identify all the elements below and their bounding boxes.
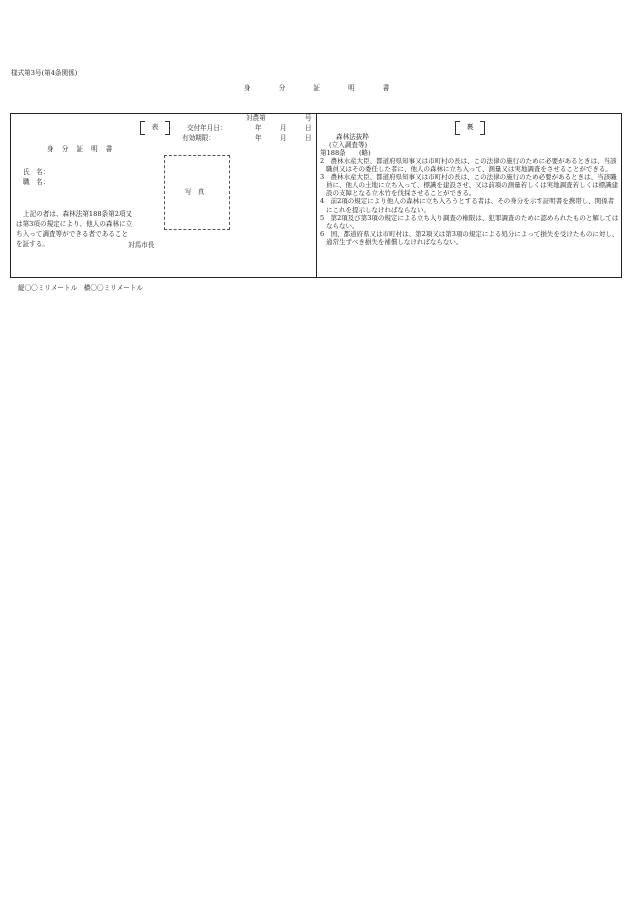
number-line <box>246 114 266 122</box>
size-note: 縦〇〇ミリメートル 横〇〇ミリメートル <box>18 284 144 292</box>
card-title <box>47 145 112 153</box>
number-suffix: 号 <box>305 114 312 122</box>
article-body <box>320 157 620 246</box>
form-label: 様式第3号(第4条関係) <box>11 69 78 77</box>
front-side-label <box>140 121 170 134</box>
certification-line-2: は第3項の規定により、他人の森林に立 <box>16 220 133 228</box>
front-side-label-text: 表 <box>151 123 159 131</box>
issue-date-year: 年 <box>255 124 262 132</box>
article-paragraph-4: 4 前2項の規定により他人の森林に立ち入ろうとする者は、その身分を示す証明書を携帯し、関係者にこれを提示しなければならない。 <box>320 197 615 214</box>
issue-date-label: 交付年月日： <box>187 124 227 132</box>
certification-line-3: ち入って調査等ができる者であること <box>16 230 129 238</box>
photo-label-text: 写 真 <box>185 188 205 196</box>
article-paragraph-3: 3 農林水産大臣、都道府県知事又は市町村の長は、この法律の施行のため必要があるときは、当該職員に、他人の土地に立ち入って、標識を建設させ、又は前項の測量若しくは実地調査若しくは標識建設の支障となる立木竹を伐採させることができる。 <box>320 173 619 198</box>
position-label: 職 名： <box>23 178 50 186</box>
article-paragraph-6: 6 国、都道府県又は市町村は、第2項又は第3項の規定による処分によって損失を受けたものに対し、通常生ずべき損失を補償しなければならない。 <box>320 229 619 246</box>
name-label: 氏 名： <box>23 168 50 176</box>
article-paragraph-2: 2 農林水産大臣、都道府県知事又は市町村の長は、この法律の施行のために必要があるときは、当該職員又はその委任した者に、他人の森林に立ち入って、測量又は実地調査をさせることができる。 <box>320 157 617 174</box>
certification-line-4: を証する。 <box>16 240 49 248</box>
number-prefix: 対農第 <box>246 114 266 122</box>
document-title-text: 身 分 証 明 書 <box>244 84 390 92</box>
back-side-label <box>455 121 485 134</box>
issue-date-month: 月 <box>280 124 287 132</box>
article-paragraph-5: 5 第2項及び第3項の規定による立ち入り調査の権限は、犯罪調査のために認められたものと解してはならない。 <box>320 213 619 230</box>
expiry-year: 年 <box>255 134 262 142</box>
excerpt-title: 森林法抜粋 <box>336 133 369 141</box>
excerpt-subtitle: (立入調査等) <box>329 141 368 149</box>
photo-label <box>185 188 204 196</box>
issue-date-day: 日 <box>305 124 312 132</box>
article-head: 第188条 (略) <box>320 149 371 157</box>
card-divider <box>316 113 317 278</box>
certification-line-1: 上記の者は、森林法第188条第2項又 <box>23 210 133 218</box>
document-title <box>244 84 389 92</box>
expiry-label: 有効期限： <box>182 134 215 142</box>
issuer: 対馬市長 <box>128 241 155 249</box>
card-title-text: 身 分 証 明 書 <box>47 145 113 153</box>
expiry-month: 月 <box>280 134 287 142</box>
expiry-day: 日 <box>305 134 312 142</box>
back-side-label-text: 裏 <box>466 123 474 131</box>
